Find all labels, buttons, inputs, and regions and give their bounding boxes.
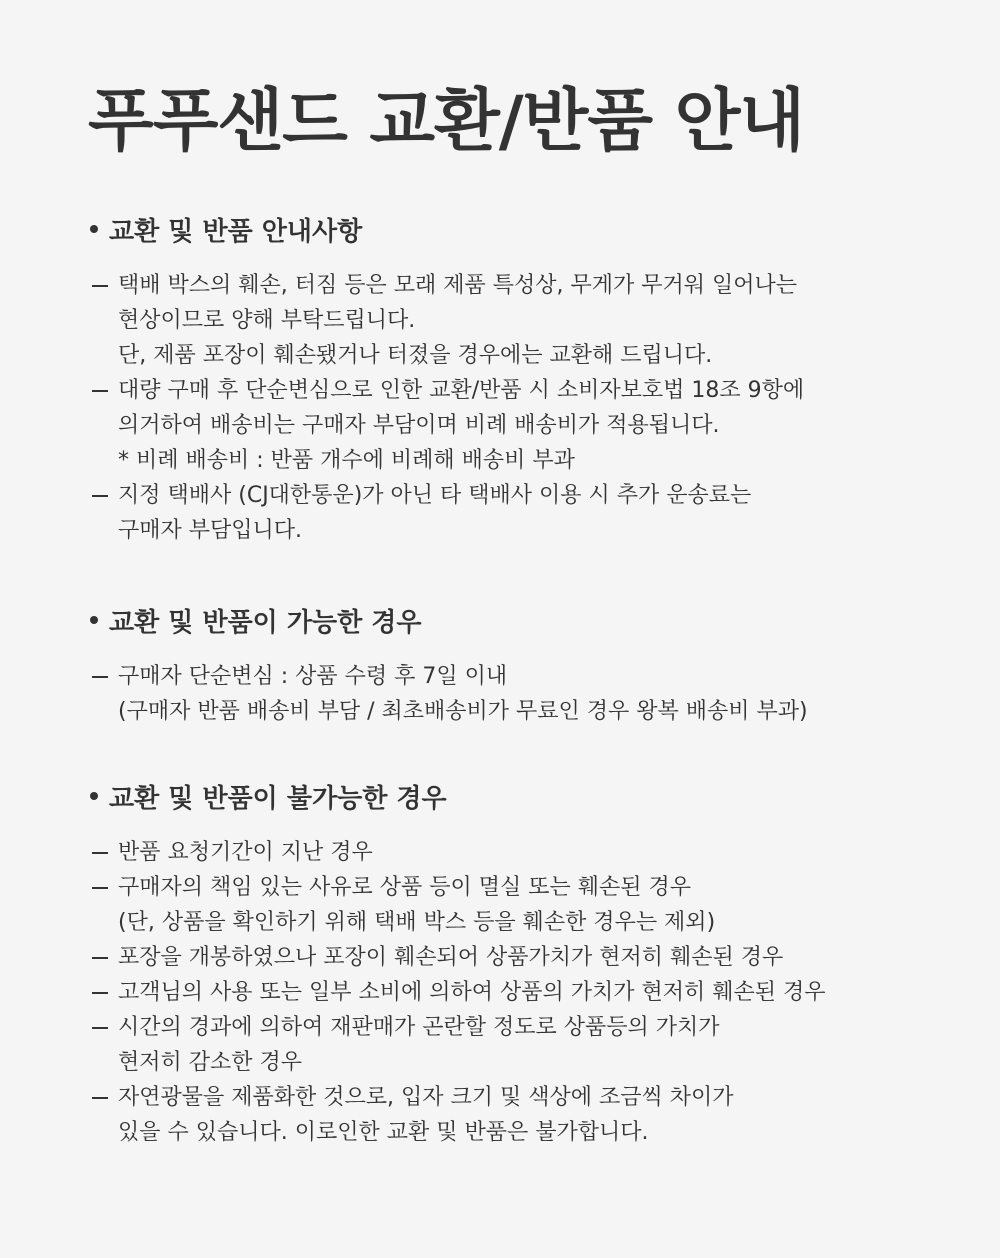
list-item-continuation: [88, 513, 948, 548]
dash-icon: [92, 957, 108, 959]
line-text: 포장을 개봉하였으나 포장이 훼손되어 상품가치가 현저히 훼손된 경우: [118, 945, 784, 970]
line-text: 의거하여 배송비는 구매자 부담이며 비례 배송비가 적용됩니다.: [118, 413, 720, 438]
section-return-possible: [88, 603, 948, 729]
section-heading: [88, 779, 948, 813]
list-item: [88, 268, 948, 303]
line-text: 자연광물을 제품화한 것으로, 입자 크기 및 색상에 조금씩 차이가: [118, 1085, 734, 1110]
line-text: * 비례 배송비 : 반품 개수에 비례해 배송비 부과: [118, 448, 575, 473]
line-text: (단, 상품을 확인하기 위해 택배 박스 등을 훼손한 경우는 제외): [118, 910, 716, 935]
list-item: [88, 870, 948, 905]
line-text: 구매자 단순변심 : 상품 수령 후 7일 이내: [118, 664, 508, 689]
dash-icon: [92, 285, 108, 287]
bullet-icon: [90, 616, 98, 624]
section-heading: [88, 603, 948, 637]
list-item-note: [88, 443, 948, 478]
dash-icon: [92, 1097, 108, 1099]
list-item: [88, 940, 948, 975]
list-item-continuation: [88, 303, 948, 338]
list-item: [88, 1010, 948, 1045]
line-text: 택배 박스의 훼손, 터짐 등은 모래 제품 특성상, 무게가 무거워 일어나는: [118, 273, 797, 298]
list-item: [88, 478, 948, 513]
line-text: 지정 택배사 (CJ대한통운)가 아닌 타 택배사 이용 시 추가 운송료는: [118, 483, 752, 508]
dash-icon: [92, 495, 108, 497]
list-item-continuation: [88, 694, 948, 729]
section-heading-text: 교환 및 반품이 불가능한 경우: [109, 783, 447, 814]
list-item-continuation: [88, 1115, 948, 1150]
dash-icon: [92, 390, 108, 392]
list-item: [88, 659, 948, 694]
dash-icon: [92, 676, 108, 678]
line-text: 구매자의 책임 있는 사유로 상품 등이 멸실 또는 훼손된 경우: [118, 875, 691, 900]
list-item-continuation: [88, 408, 948, 443]
line-text: 현저히 감소한 경우: [118, 1050, 303, 1075]
bullet-icon: [90, 792, 98, 800]
dash-icon: [92, 852, 108, 854]
list-item: [88, 835, 948, 870]
section-heading-text: 교환 및 반품 안내사항: [109, 216, 363, 247]
line-text: 있을 수 있습니다. 이로인한 교환 및 반품은 불가합니다.: [118, 1120, 649, 1145]
line-text: 현상이므로 양해 부탁드립니다.: [118, 308, 416, 333]
dash-icon: [92, 992, 108, 994]
list-item: [88, 975, 948, 1010]
line-text: 대량 구매 후 단순변심으로 인한 교환/반품 시 소비자보호법 18조 9항에: [118, 378, 805, 403]
bullet-icon: [90, 225, 98, 233]
line-text: 반품 요청기간이 지난 경우: [118, 840, 373, 865]
line-text: (구매자 반품 배송비 부담 / 최초배송비가 무료인 경우 왕복 배송비 부과): [118, 699, 808, 724]
section-lines: [88, 835, 948, 1150]
page-title: 푸푸샌드 교환/반품 안내: [88, 82, 805, 161]
line-text: 단, 제품 포장이 훼손됐거나 터졌을 경우에는 교환해 드립니다.: [118, 343, 713, 368]
dash-icon: [92, 1027, 108, 1029]
section-heading-text: 교환 및 반품이 가능한 경우: [109, 607, 422, 638]
list-item-continuation: [88, 338, 948, 373]
list-item: [88, 1080, 948, 1115]
section-exchange-return-info: [88, 212, 948, 548]
list-item-continuation: [88, 905, 948, 940]
section-return-impossible: [88, 779, 948, 1150]
dash-icon: [92, 887, 108, 889]
line-text: 시간의 경과에 의하여 재판매가 곤란할 정도로 상품등의 가치가: [118, 1015, 720, 1040]
line-text: 구매자 부담입니다.: [118, 518, 303, 543]
section-heading: [88, 212, 948, 246]
section-lines: [88, 659, 948, 729]
list-item-continuation: [88, 1045, 948, 1080]
section-lines: [88, 268, 948, 548]
list-item: [88, 373, 948, 408]
line-text: 고객님의 사용 또는 일부 소비에 의하여 상품의 가치가 현저히 훼손된 경우: [118, 980, 826, 1005]
